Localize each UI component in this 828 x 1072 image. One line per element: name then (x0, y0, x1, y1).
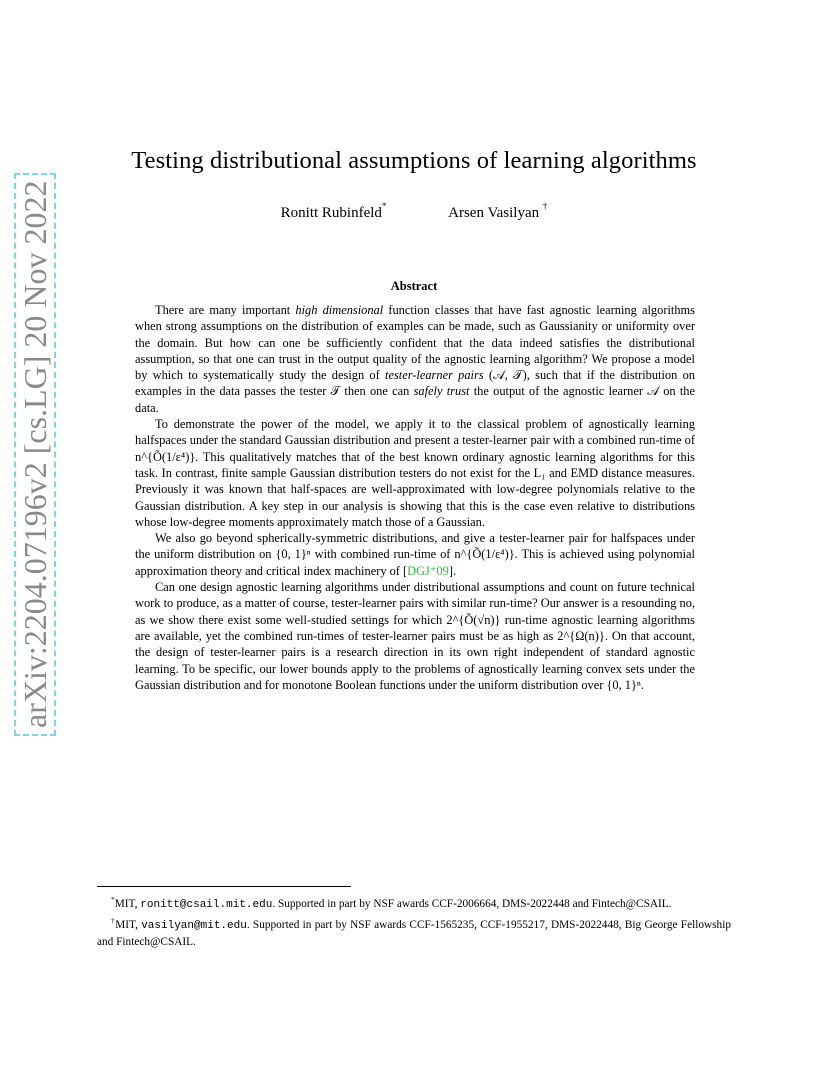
author-1-name: Ronitt Rubinfeld (280, 205, 382, 221)
math-expression: 2^{Õ(√n)} (446, 612, 501, 627)
footnote-divider (97, 886, 351, 887)
author-list (0, 203, 828, 222)
author-2-name: Arsen Vasilyan (448, 205, 540, 221)
math-expression: n^{Õ(1/ε⁴)} (135, 449, 196, 464)
emphasis: tester-learner pairs (385, 368, 484, 383)
abstract-paragraph-2: To demonstrate the power of the model, we apply it to the classical problem of agnostically learning halfspaces under the standard Gaussian distribution and present a tester-learner pair with a combined run-time of n^{Õ(1/ε⁴)}. This qualitatively matches that of the best known ordinary agnostic learning algorithms for this task. In contrast, finite sample Gaussian distribution testers do not exist for the L₁ and EMD distance measures. Previously it was known that half-spaces are well-approximated with low-degree polynomials relative to the Gaussian distribution. A key step in our analysis is showing that this is the case even relative to distributions whose low-degree moments approximately match those of a Gaussian. (135, 417, 695, 529)
emphasis: high dimensional (295, 303, 384, 317)
abstract-paragraph-3: We also go beyond spherically-symmetric distributions, and give a tester-learner pair for halfspaces under the uniform distribution on {0, 1}ⁿ with combined run-time of n^{Õ(1/ε⁴)}. This is achieved using polynomial approximation theory and critical index machinery of [DGJ⁺09]. (135, 531, 695, 578)
math-expression: n^{Õ(1/ε⁴)} (454, 547, 515, 562)
emphasis: safely trust (413, 384, 470, 399)
abstract-heading: Abstract (390, 279, 438, 293)
footnotes (97, 892, 731, 950)
author-1 (281, 203, 387, 222)
author-1-footnote-mark: * (381, 201, 387, 211)
math-expression: 2^{Ω(n)} (557, 628, 605, 643)
footnote-2: †MIT, vasilyan@mit.edu. Supported in part by NSF awards CCF-1565235, CCF-1955217, DMS-2022448, Big George Fellowship and Fintech@CSAIL. (97, 916, 731, 948)
abstract-paragraph-4: Can one design agnostic learning algorithms under distributional assumptions and count on future technical work to produce, as a matter of course, tester-learner pairs with similar run-time? Our answer is a resounding no, as we show there exist some well-studied settings for which 2^{Õ(√n)} run-time agnostic learning algorithms are available, yet the combined run-times of tester-learner pairs must be as high as 2^{Ω(n)}. On that account, the design of tester-learner pairs is a research direction in its own right independent of standard agnostic learning. To be specific, our lower bounds apply to the problems of agnostically learning convex sets under the Gaussian distribution and for monotone Boolean functions under the uniform distribution over {0, 1}ⁿ. (135, 580, 695, 692)
citation-link[interactable]: DGJ⁺09 (407, 563, 449, 578)
abstract-paragraph-1: There are many important high dimensional function classes that have fast agnostic learning algorithms when strong assumptions on the distribution of examples can be made, such as Gaussianity or uniformity over the domain. But how can one be sufficiently confident that the data indeed satisfies the distributional assumption, so that one can trust in the output quality of the agnostic learning algorithm? We propose a model by which to systematically study the design of tester-learner pairs (𝒜, 𝒯), such that if the distribution on examples in the data passes the tester 𝒯 then one can safely trust the output of the agnostic learner 𝒜 on the data. (135, 303, 695, 415)
author-1-email[interactable]: ronitt@csail.mit.edu (140, 898, 273, 911)
author-2-email[interactable]: vasilyan@mit.edu (141, 920, 247, 933)
footnote-1: *MIT, ronitt@csail.mit.edu. Supported in part by NSF awards CCF-2006664, DMS-2022448 and Fintech@CSAIL. (111, 895, 672, 911)
abstract-body (135, 302, 695, 693)
author-2-footnote-mark: † (542, 201, 548, 211)
arxiv-identifier-stamp: arXiv:2204.07196v2 [cs.LG] 20 Nov 2022 (14, 173, 56, 736)
paper-title: Testing distributional assumptions of learning algorithms (131, 147, 697, 174)
author-2 (448, 203, 547, 222)
